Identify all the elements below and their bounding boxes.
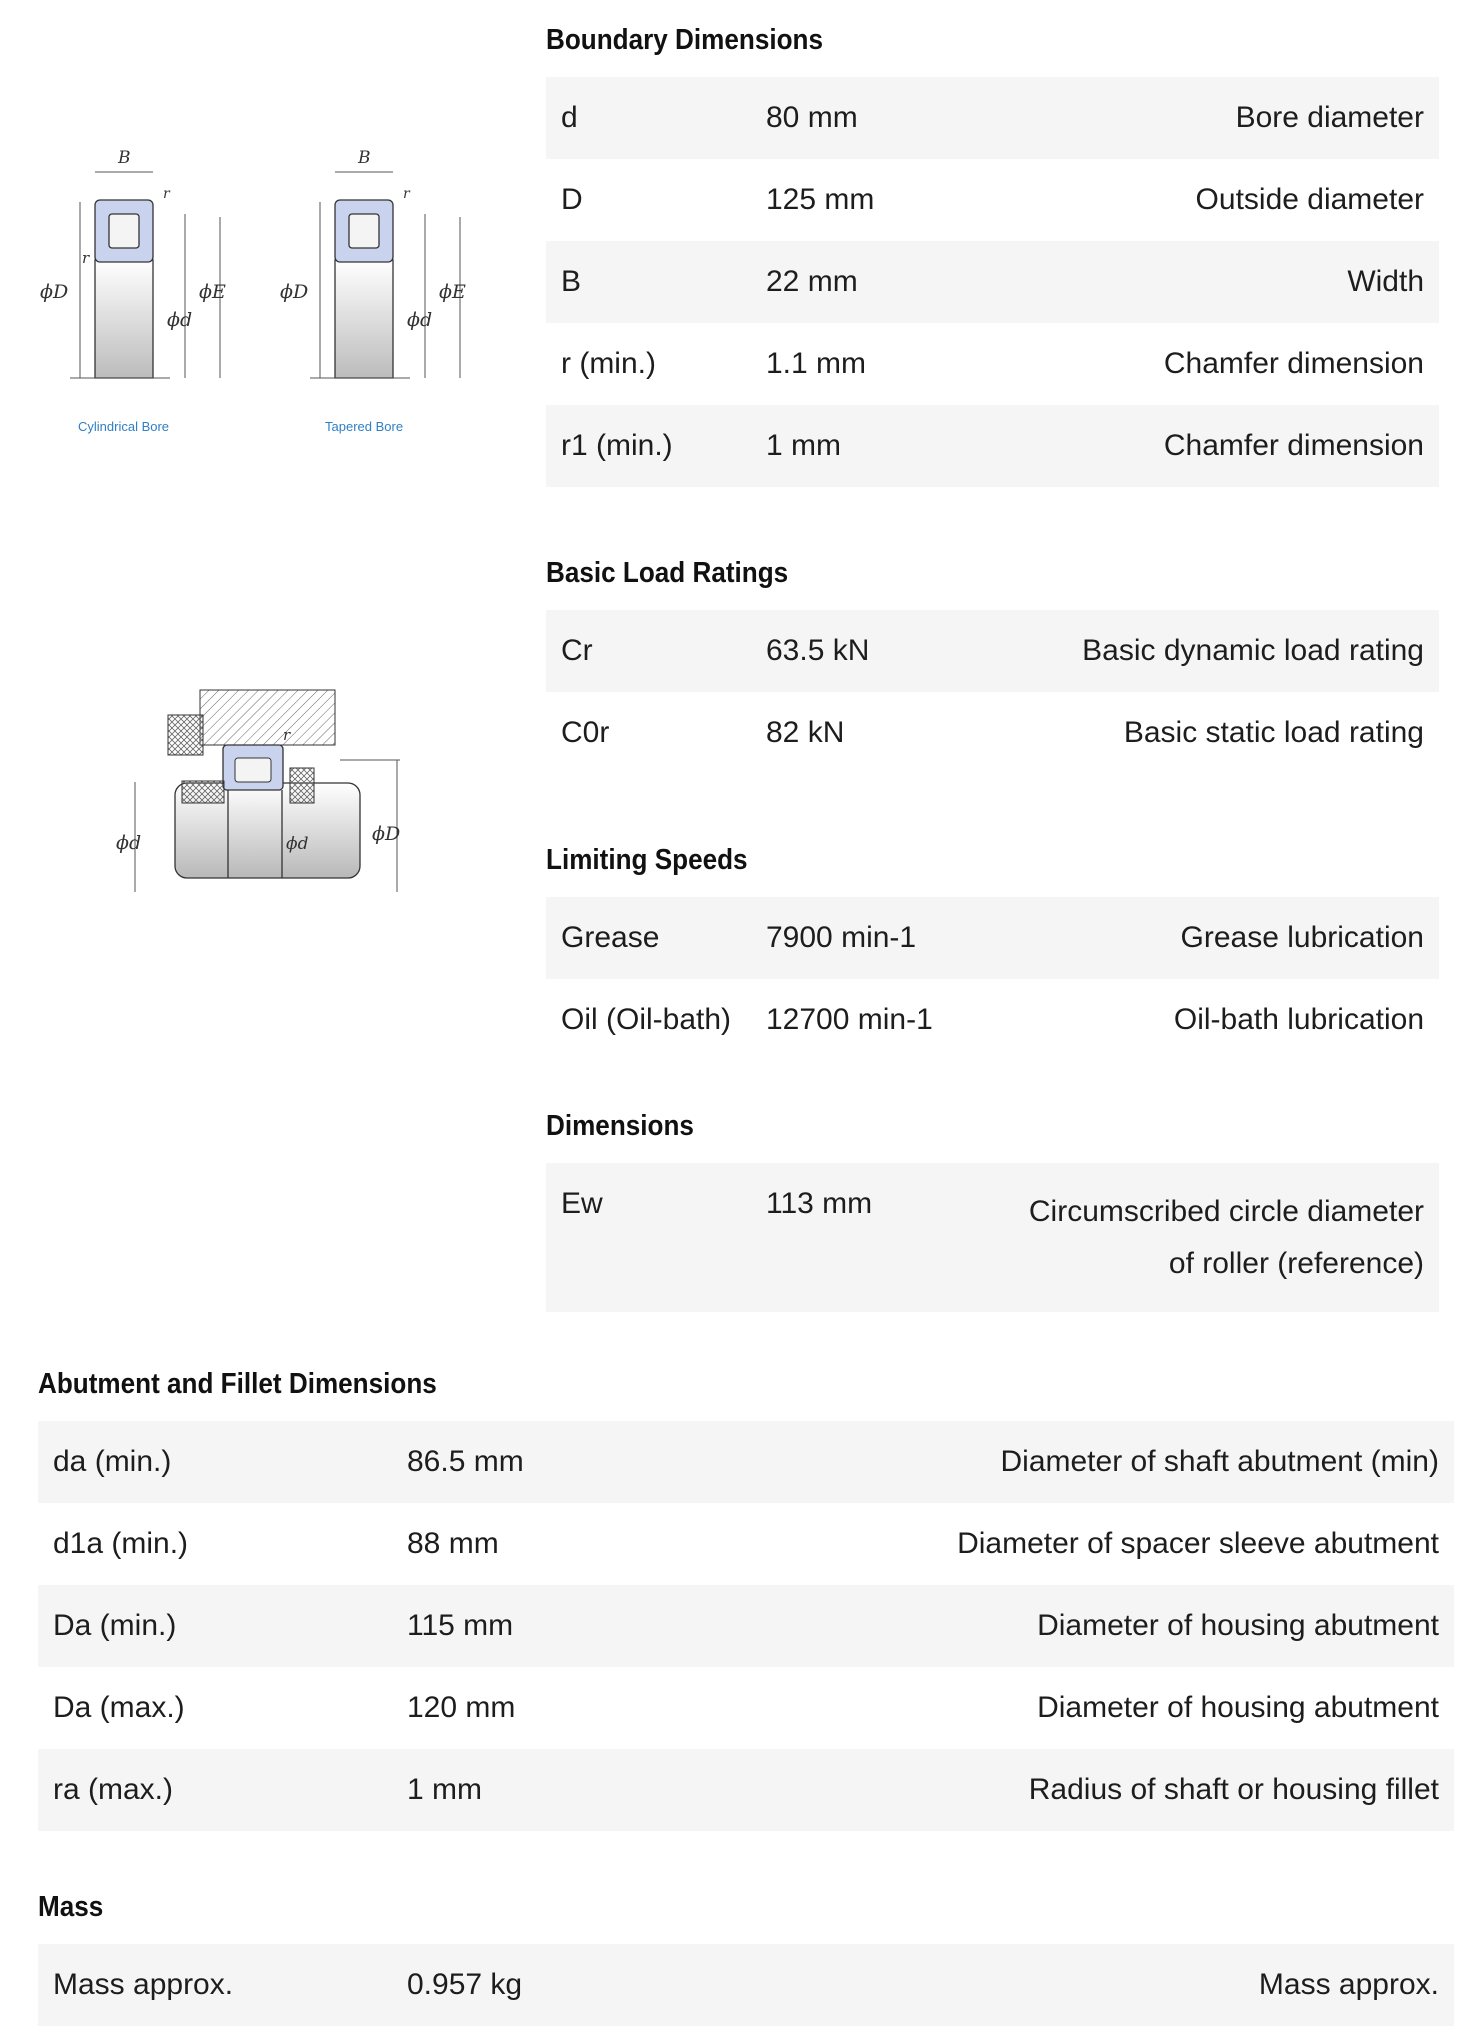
spec-symbol: r (min.) [546, 323, 751, 405]
svg-text:r: r [82, 249, 90, 267]
table-row [546, 159, 1439, 241]
svg-text:ϕE: ϕE [439, 281, 466, 303]
spec-description: Diameter of shaft abutment (min) [812, 1421, 1454, 1503]
spec-symbol: ra (max.) [38, 1749, 392, 1831]
spec-value: 80 mm [751, 77, 1001, 159]
spec-description: Mass approx. [812, 1944, 1454, 2026]
spec-symbol: Oil (Oil-bath) [546, 979, 751, 1061]
spec-value: 86.5 mm [392, 1421, 812, 1503]
spec-value: 125 mm [751, 159, 1001, 241]
spec-description: Oil-bath lubrication [1001, 979, 1439, 1061]
spec-description: Basic dynamic load rating [1001, 610, 1439, 692]
table-row [38, 1667, 1454, 1749]
spec-symbol: C0r [546, 692, 751, 774]
svg-text:ϕD: ϕD [40, 281, 69, 303]
svg-text:r: r [403, 186, 410, 202]
spec-symbol: B [546, 241, 751, 323]
svg-text:r: r [283, 726, 291, 744]
spec-description-line: of roller (reference) [1168, 1246, 1424, 1280]
table-row [38, 1421, 1454, 1503]
tapered-bore-diagram [280, 148, 466, 434]
spec-description-line: Circumscribed circle diameter [1028, 1194, 1424, 1228]
spec-description: Diameter of spacer sleeve abutment [812, 1503, 1454, 1585]
caption-tapered-bore: Tapered Bore [325, 419, 404, 434]
basic-load-ratings-table [546, 610, 1439, 774]
spec-symbol: Grease [546, 897, 751, 979]
bearing-dimension-figure [30, 130, 510, 450]
spec-value: 120 mm [392, 1667, 812, 1749]
spec-value: 88 mm [392, 1503, 812, 1585]
boundary-dimensions-table [546, 77, 1439, 487]
limiting-speeds-table [546, 897, 1439, 1061]
svg-text:ϕd: ϕd [407, 309, 433, 331]
mass-title: Mass [38, 1891, 104, 1923]
table-row [546, 1163, 1439, 1312]
spec-description: Basic static load rating [1001, 692, 1439, 774]
dimensions-table [546, 1163, 1439, 1312]
spec-description: Chamfer dimension [1001, 323, 1439, 405]
svg-text:B: B [358, 148, 371, 168]
spec-value: 63.5 kN [751, 610, 1001, 692]
table-row [38, 1585, 1454, 1667]
table-row [546, 897, 1439, 979]
table-row [546, 77, 1439, 159]
dimensions-title: Dimensions [546, 1110, 694, 1142]
abutment-fillet-table [38, 1421, 1454, 1831]
limiting-speeds-title: Limiting Speeds [546, 844, 748, 876]
spec-value: 0.957 kg [392, 1944, 812, 2026]
basic-load-ratings-title: Basic Load Ratings [546, 557, 789, 589]
svg-text:ϕd: ϕd [167, 309, 193, 331]
table-row [38, 1944, 1454, 2026]
spec-description: Outside diameter [1001, 159, 1439, 241]
spec-description: Grease lubrication [1001, 897, 1439, 979]
spec-symbol: Da (max.) [38, 1667, 392, 1749]
svg-text:r: r [163, 186, 170, 202]
spec-symbol: Cr [546, 610, 751, 692]
table-row [546, 405, 1439, 487]
abutment-diagram-figure [100, 680, 420, 910]
table-row [38, 1503, 1454, 1585]
spec-description: Chamfer dimension [1001, 405, 1439, 487]
spec-symbol: da (min.) [38, 1421, 392, 1503]
spec-symbol: D [546, 159, 751, 241]
svg-text:B: B [118, 148, 131, 168]
spec-description: Diameter of housing abutment [812, 1585, 1454, 1667]
svg-text:ϕE: ϕE [199, 281, 226, 303]
spec-value: 12700 min-1 [751, 979, 1001, 1061]
spec-value: 1 mm [751, 405, 1001, 487]
spec-symbol: Mass approx. [38, 1944, 392, 2026]
table-row [546, 979, 1439, 1061]
spec-symbol: d1a (min.) [38, 1503, 392, 1585]
spec-value: 113 mm [751, 1163, 1001, 1312]
spec-symbol: d [546, 77, 751, 159]
table-row [546, 610, 1439, 692]
table-row [546, 323, 1439, 405]
spec-symbol: Da (min.) [38, 1585, 392, 1667]
spec-value: 82 kN [751, 692, 1001, 774]
spec-symbol: r1 (min.) [546, 405, 751, 487]
spec-value: 7900 min-1 [751, 897, 1001, 979]
table-row [38, 1749, 1454, 1831]
svg-text:ϕD: ϕD [280, 281, 309, 303]
table-row [546, 692, 1439, 774]
spec-description [1001, 1163, 1439, 1312]
spec-description: Radius of shaft or housing fillet [812, 1749, 1454, 1831]
cylindrical-bore-diagram [40, 148, 226, 434]
spec-value: 1 mm [392, 1749, 812, 1831]
spec-symbol: Ew [546, 1163, 751, 1312]
mass-table [38, 1944, 1454, 2026]
spec-value: 1.1 mm [751, 323, 1001, 405]
abutment-fillet-title: Abutment and Fillet Dimensions [38, 1368, 437, 1400]
spec-description: Bore diameter [1001, 77, 1439, 159]
svg-text:ϕD: ϕD [372, 823, 401, 845]
svg-text:ϕd: ϕd [286, 834, 309, 854]
spec-description: Diameter of housing abutment [812, 1667, 1454, 1749]
spec-value: 115 mm [392, 1585, 812, 1667]
caption-cylindrical-bore: Cylindrical Bore [78, 419, 170, 434]
svg-text:ϕd: ϕd [116, 832, 142, 854]
spec-description: Width [1001, 241, 1439, 323]
spec-value: 22 mm [751, 241, 1001, 323]
boundary-dimensions-title: Boundary Dimensions [546, 24, 824, 56]
table-row [546, 241, 1439, 323]
